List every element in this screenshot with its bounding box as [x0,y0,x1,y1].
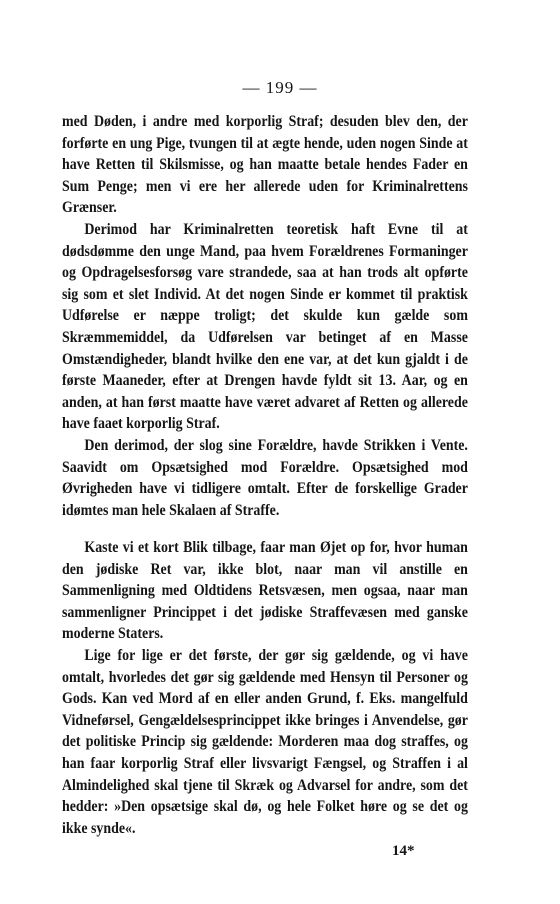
paragraph: Den derimod, der slog sine Forældre, havde Strikken i Vente. Saavidt om Opsætsighed mod Forældre. Opsætsighed mod Øvrigheden have vi tidligere omtalt. Efter de forskellige Grader idømtes man hele Skalaen af Straffe. [62,435,468,519]
paragraph: med Døden, i andre med korporlig Straf; desuden blev den, der forførte en ung Pige, tvungen til at ægte hende, uden nogen Sinde at have Retten til Skilsmisse, og han maatte betale hendes Fader en Sum Penge; men vi ere her allerede uden for Kriminalrettens Grænser. [62,112,468,217]
paragraph: Derimod har Kriminalretten teoretisk haft Evne til at dødsdømme den unge Mand, paa hvem Forældrenes Formaninger og Opdragelsesforsøg vare strandede, saa at han trods alt opførte sig som et slet Individ. At det nogen Sinde er kommet til praktisk Udførelse er næppe troligt; det skulde kun gælde som Skræmmemiddel, da Udførelsen var betinget af en Masse Omstændigheder, blandt hvilke den ene var, at det kun gjaldt i de første Maaneder, efter at Drengen havde fyldt sit 13. Aar, og en anden, at han først maatte have været advaret af Retten og allerede have faaet korporlig Straf. [62,219,468,433]
printer-signature-mark: 14* [392,843,415,859]
page-number: — 199 — [242,78,318,97]
paragraph: Kaste vi et kort Blik tilbage, faar man Øjet op for, hvor human den jødiske Ret var, ikke blot, naar man vil anstille en Sammenligning med Oldtidens Retsvæsen, men ogsaa, naar man sammenligner Princippet i det jødiske Straffevæsen med ganske moderne Staters. [62,538,468,643]
paragraph: Lige for lige er det første, der gør sig gældende, og vi have omtalt, hvorledes det gør sig gældende med Hensyn til Personer og Gods. Kan ved Mord af en eller anden Grund, f. Eks. mangelfuld Vidneførsel, Gengældelsesprincippet ikke bringes i Anvendelse, gør det politiske Princip sig gældende: Morderen maa dog straffes, og han faar korporlig Straf eller livsvarigt Fængsel, og Straffen i al Almindelighed skal tjene til Skræk og Advarsel for andre, som det hedder: »Den opsætsige skal dø, og hele Folket høre og se det og ikke synde«. [62,645,468,837]
text-section-2 [62,537,468,839]
text-section-1 [62,111,468,521]
